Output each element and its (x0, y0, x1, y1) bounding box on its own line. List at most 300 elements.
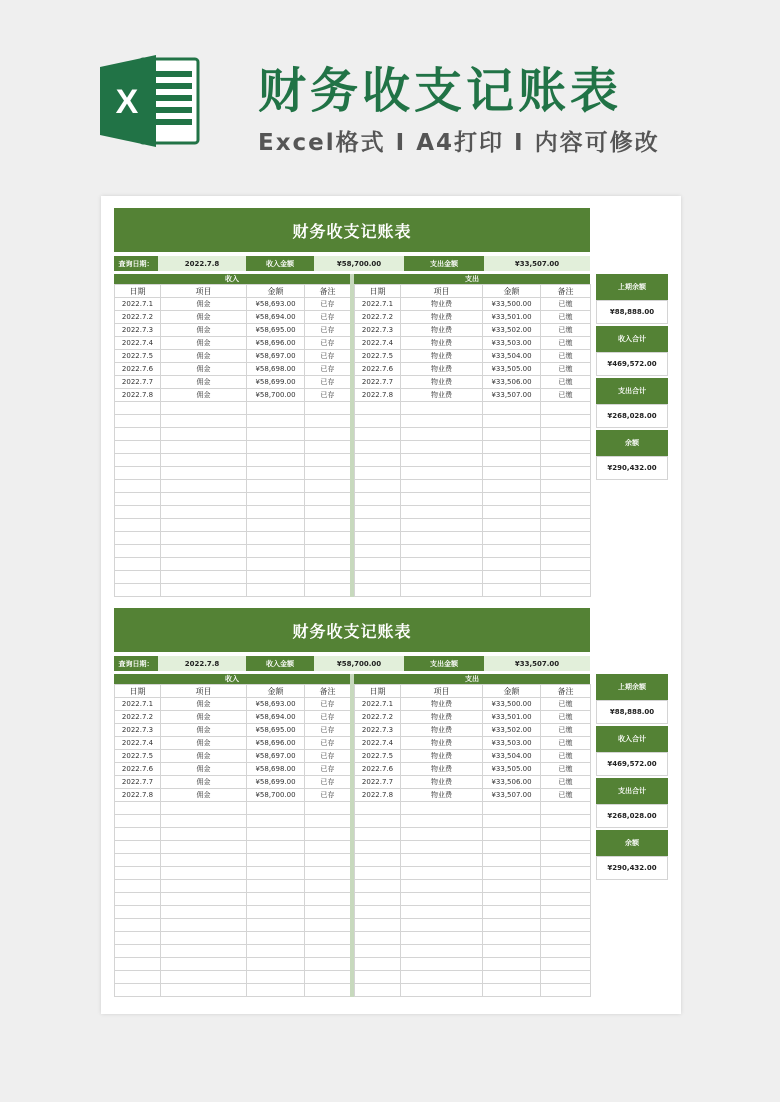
table-cell[interactable]: 2022.7.2 (355, 311, 401, 324)
table-cell[interactable] (541, 828, 591, 841)
table-cell[interactable] (247, 945, 305, 958)
table-cell[interactable] (247, 854, 305, 867)
table-cell[interactable] (401, 428, 483, 441)
table-cell[interactable] (355, 802, 401, 815)
table-cell[interactable] (247, 802, 305, 815)
table-cell[interactable]: ¥58,697.00 (247, 350, 305, 363)
summary-value[interactable]: ¥88,888.00 (596, 300, 668, 324)
table-cell[interactable] (115, 984, 161, 997)
table-cell[interactable]: 佣金 (161, 350, 247, 363)
table-cell[interactable]: ¥58,697.00 (247, 750, 305, 763)
table-cell[interactable] (115, 802, 161, 815)
table-cell[interactable] (247, 958, 305, 971)
table-cell[interactable]: 已存 (305, 698, 351, 711)
table-cell[interactable] (355, 932, 401, 945)
table-cell[interactable] (305, 867, 351, 880)
table-cell[interactable]: ¥33,507.00 (483, 789, 541, 802)
table-cell[interactable] (483, 415, 541, 428)
table-cell[interactable]: 2022.7.6 (355, 363, 401, 376)
table-cell[interactable] (247, 984, 305, 997)
table-cell[interactable] (115, 519, 161, 532)
table-cell[interactable] (115, 815, 161, 828)
table-cell[interactable] (247, 919, 305, 932)
table-cell[interactable] (161, 402, 247, 415)
table-cell[interactable]: 2022.7.1 (355, 698, 401, 711)
table-cell[interactable] (115, 893, 161, 906)
table-cell[interactable] (305, 880, 351, 893)
table-cell[interactable] (161, 558, 247, 571)
table-cell[interactable] (247, 841, 305, 854)
table-cell[interactable] (115, 415, 161, 428)
table-cell[interactable]: 2022.7.8 (115, 789, 161, 802)
table-cell[interactable]: ¥33,503.00 (483, 737, 541, 750)
table-cell[interactable] (401, 867, 483, 880)
table-cell[interactable]: 物业费 (401, 337, 483, 350)
table-cell[interactable] (401, 441, 483, 454)
table-cell[interactable]: ¥33,500.00 (483, 298, 541, 311)
table-cell[interactable] (401, 415, 483, 428)
table-cell[interactable] (161, 532, 247, 545)
table-cell[interactable]: 已存 (305, 750, 351, 763)
table-cell[interactable] (355, 854, 401, 867)
table-cell[interactable]: 佣金 (161, 324, 247, 337)
table-cell[interactable]: 已存 (305, 763, 351, 776)
table-cell[interactable] (483, 402, 541, 415)
table-cell[interactable] (247, 402, 305, 415)
table-cell[interactable] (305, 493, 351, 506)
table-cell[interactable]: ¥33,505.00 (483, 763, 541, 776)
table-cell[interactable]: 已缴 (541, 750, 591, 763)
table-cell[interactable] (115, 932, 161, 945)
table-cell[interactable] (247, 584, 305, 597)
table-cell[interactable]: 佣金 (161, 337, 247, 350)
table-cell[interactable] (541, 467, 591, 480)
table-cell[interactable]: ¥33,500.00 (483, 698, 541, 711)
table-cell[interactable] (355, 828, 401, 841)
table-cell[interactable]: 物业费 (401, 711, 483, 724)
table-cell[interactable]: ¥58,696.00 (247, 337, 305, 350)
table-cell[interactable]: 2022.7.7 (355, 376, 401, 389)
table-cell[interactable]: 已存 (305, 337, 351, 350)
table-cell[interactable] (247, 415, 305, 428)
table-cell[interactable] (305, 415, 351, 428)
table-cell[interactable]: 已缴 (541, 363, 591, 376)
table-cell[interactable]: ¥33,504.00 (483, 750, 541, 763)
table-cell[interactable] (161, 880, 247, 893)
table-cell[interactable] (305, 893, 351, 906)
query-date-value[interactable]: 2022.7.8 (184, 259, 220, 268)
table-cell[interactable] (483, 454, 541, 467)
table-cell[interactable] (247, 467, 305, 480)
table-cell[interactable] (483, 584, 541, 597)
table-cell[interactable] (483, 480, 541, 493)
table-cell[interactable] (161, 841, 247, 854)
table-cell[interactable] (401, 532, 483, 545)
table-cell[interactable]: 已缴 (541, 389, 591, 402)
table-cell[interactable]: ¥58,699.00 (247, 776, 305, 789)
table-cell[interactable]: 已缴 (541, 789, 591, 802)
table-cell[interactable]: ¥33,504.00 (483, 350, 541, 363)
table-cell[interactable]: ¥33,506.00 (483, 776, 541, 789)
table-cell[interactable]: ¥58,694.00 (247, 311, 305, 324)
table-cell[interactable] (483, 867, 541, 880)
table-cell[interactable]: 2022.7.7 (355, 776, 401, 789)
table-cell[interactable] (247, 519, 305, 532)
table-cell[interactable] (483, 971, 541, 984)
table-cell[interactable]: 2022.7.6 (355, 763, 401, 776)
table-cell[interactable] (483, 802, 541, 815)
table-cell[interactable]: 已缴 (541, 350, 591, 363)
table-cell[interactable] (483, 984, 541, 997)
table-cell[interactable] (355, 984, 401, 997)
table-cell[interactable] (305, 558, 351, 571)
table-cell[interactable]: 已存 (305, 298, 351, 311)
table-cell[interactable] (401, 841, 483, 854)
table-cell[interactable] (161, 984, 247, 997)
table-cell[interactable] (541, 958, 591, 971)
table-cell[interactable] (401, 945, 483, 958)
table-cell[interactable] (115, 584, 161, 597)
table-cell[interactable]: 2022.7.2 (115, 711, 161, 724)
table-cell[interactable] (247, 480, 305, 493)
table-cell[interactable]: 2022.7.8 (115, 389, 161, 402)
table-cell[interactable] (115, 841, 161, 854)
table-cell[interactable]: 2022.7.3 (115, 724, 161, 737)
table-cell[interactable] (161, 802, 247, 815)
table-cell[interactable] (161, 971, 247, 984)
table-cell[interactable]: 佣金 (161, 763, 247, 776)
table-cell[interactable]: 物业费 (401, 698, 483, 711)
table-cell[interactable] (247, 906, 305, 919)
table-cell[interactable] (247, 558, 305, 571)
table-cell[interactable] (483, 958, 541, 971)
table-cell[interactable]: 已存 (305, 389, 351, 402)
table-cell[interactable]: 物业费 (401, 750, 483, 763)
table-cell[interactable] (355, 454, 401, 467)
table-cell[interactable]: 已缴 (541, 763, 591, 776)
table-cell[interactable] (541, 919, 591, 932)
table-cell[interactable] (401, 815, 483, 828)
table-cell[interactable]: 2022.7.8 (355, 389, 401, 402)
table-cell[interactable] (161, 854, 247, 867)
table-cell[interactable] (483, 428, 541, 441)
table-cell[interactable] (247, 532, 305, 545)
table-cell[interactable] (401, 571, 483, 584)
table-cell[interactable] (541, 402, 591, 415)
table-cell[interactable]: 已存 (305, 324, 351, 337)
table-cell[interactable] (355, 428, 401, 441)
table-cell[interactable] (115, 467, 161, 480)
table-cell[interactable] (541, 815, 591, 828)
table-cell[interactable] (541, 584, 591, 597)
table-cell[interactable] (161, 932, 247, 945)
table-cell[interactable]: ¥33,501.00 (483, 311, 541, 324)
table-cell[interactable]: 2022.7.1 (115, 298, 161, 311)
table-cell[interactable] (161, 893, 247, 906)
table-cell[interactable] (541, 506, 591, 519)
table-cell[interactable] (115, 945, 161, 958)
table-cell[interactable]: 物业费 (401, 311, 483, 324)
table-cell[interactable] (401, 958, 483, 971)
table-cell[interactable]: 物业费 (401, 789, 483, 802)
table-cell[interactable]: 佣金 (161, 776, 247, 789)
table-cell[interactable] (401, 893, 483, 906)
table-cell[interactable] (305, 815, 351, 828)
table-cell[interactable] (355, 906, 401, 919)
table-cell[interactable] (161, 867, 247, 880)
table-cell[interactable] (161, 441, 247, 454)
table-cell[interactable] (115, 493, 161, 506)
table-cell[interactable] (355, 571, 401, 584)
table-cell[interactable] (247, 441, 305, 454)
table-cell[interactable] (161, 815, 247, 828)
table-cell[interactable]: 2022.7.2 (115, 311, 161, 324)
table-cell[interactable]: 佣金 (161, 737, 247, 750)
table-cell[interactable] (541, 867, 591, 880)
table-cell[interactable] (115, 854, 161, 867)
table-cell[interactable] (355, 532, 401, 545)
table-cell[interactable]: 2022.7.5 (115, 350, 161, 363)
table-cell[interactable] (401, 971, 483, 984)
table-cell[interactable] (161, 545, 247, 558)
table-cell[interactable] (541, 571, 591, 584)
table-cell[interactable] (401, 558, 483, 571)
table-cell[interactable] (355, 919, 401, 932)
table-cell[interactable] (541, 428, 591, 441)
table-cell[interactable] (247, 493, 305, 506)
table-cell[interactable] (161, 506, 247, 519)
table-cell[interactable] (247, 867, 305, 880)
table-cell[interactable] (483, 493, 541, 506)
table-cell[interactable] (115, 480, 161, 493)
table-cell[interactable]: 物业费 (401, 776, 483, 789)
table-cell[interactable]: ¥58,693.00 (247, 698, 305, 711)
table-cell[interactable]: ¥58,699.00 (247, 376, 305, 389)
table-cell[interactable]: 物业费 (401, 389, 483, 402)
table-cell[interactable]: 物业费 (401, 737, 483, 750)
table-cell[interactable] (115, 919, 161, 932)
table-cell[interactable] (305, 971, 351, 984)
table-cell[interactable]: 2022.7.4 (355, 737, 401, 750)
table-cell[interactable]: ¥33,507.00 (483, 389, 541, 402)
table-cell[interactable] (355, 945, 401, 958)
table-cell[interactable] (401, 906, 483, 919)
table-cell[interactable] (541, 493, 591, 506)
table-cell[interactable] (355, 558, 401, 571)
table-cell[interactable] (115, 571, 161, 584)
table-cell[interactable] (247, 545, 305, 558)
table-cell[interactable] (355, 893, 401, 906)
table-cell[interactable] (115, 867, 161, 880)
table-cell[interactable]: ¥58,700.00 (247, 389, 305, 402)
table-cell[interactable] (401, 493, 483, 506)
table-cell[interactable] (305, 984, 351, 997)
table-cell[interactable]: 2022.7.1 (355, 298, 401, 311)
table-cell[interactable]: 2022.7.7 (115, 776, 161, 789)
table-cell[interactable]: 2022.7.1 (115, 698, 161, 711)
table-cell[interactable]: 2022.7.4 (115, 337, 161, 350)
table-cell[interactable] (355, 880, 401, 893)
table-cell[interactable] (161, 958, 247, 971)
table-cell[interactable] (401, 402, 483, 415)
table-cell[interactable] (483, 945, 541, 958)
table-cell[interactable] (541, 971, 591, 984)
table-cell[interactable] (401, 584, 483, 597)
table-cell[interactable]: 2022.7.2 (355, 711, 401, 724)
table-cell[interactable] (115, 880, 161, 893)
table-cell[interactable]: 佣金 (161, 376, 247, 389)
table-cell[interactable]: ¥58,693.00 (247, 298, 305, 311)
table-cell[interactable] (541, 906, 591, 919)
table-cell[interactable] (115, 828, 161, 841)
table-cell[interactable] (483, 828, 541, 841)
table-cell[interactable] (115, 506, 161, 519)
table-cell[interactable] (541, 802, 591, 815)
table-cell[interactable]: 物业费 (401, 763, 483, 776)
table-cell[interactable]: ¥33,502.00 (483, 324, 541, 337)
table-cell[interactable] (483, 467, 541, 480)
table-cell[interactable]: 已存 (305, 311, 351, 324)
table-cell[interactable] (541, 880, 591, 893)
table-cell[interactable] (541, 893, 591, 906)
table-cell[interactable] (115, 402, 161, 415)
table-cell[interactable] (401, 802, 483, 815)
table-cell[interactable] (541, 945, 591, 958)
table-cell[interactable]: 已存 (305, 350, 351, 363)
table-cell[interactable]: 物业费 (401, 350, 483, 363)
table-cell[interactable]: 2022.7.6 (115, 363, 161, 376)
table-cell[interactable]: 已存 (305, 363, 351, 376)
table-cell[interactable] (355, 506, 401, 519)
table-cell[interactable] (355, 441, 401, 454)
table-cell[interactable] (541, 545, 591, 558)
table-cell[interactable]: 已存 (305, 376, 351, 389)
table-cell[interactable] (161, 519, 247, 532)
table-cell[interactable]: ¥33,501.00 (483, 711, 541, 724)
table-cell[interactable] (483, 906, 541, 919)
table-cell[interactable]: 2022.7.4 (115, 737, 161, 750)
table-cell[interactable]: 2022.7.7 (115, 376, 161, 389)
table-cell[interactable] (161, 906, 247, 919)
table-cell[interactable] (115, 906, 161, 919)
table-cell[interactable] (355, 841, 401, 854)
table-cell[interactable] (541, 532, 591, 545)
table-cell[interactable]: 已缴 (541, 298, 591, 311)
table-cell[interactable] (247, 932, 305, 945)
table-cell[interactable]: 物业费 (401, 324, 483, 337)
table-cell[interactable]: 2022.7.3 (355, 324, 401, 337)
table-cell[interactable]: 佣金 (161, 698, 247, 711)
table-cell[interactable]: 已缴 (541, 724, 591, 737)
table-cell[interactable]: ¥58,698.00 (247, 363, 305, 376)
table-cell[interactable] (247, 880, 305, 893)
table-cell[interactable] (305, 802, 351, 815)
table-cell[interactable] (161, 584, 247, 597)
table-cell[interactable]: 2022.7.4 (355, 337, 401, 350)
table-cell[interactable] (355, 467, 401, 480)
table-cell[interactable] (115, 441, 161, 454)
table-cell[interactable] (247, 428, 305, 441)
table-cell[interactable] (115, 545, 161, 558)
table-cell[interactable]: 物业费 (401, 298, 483, 311)
table-cell[interactable]: 佣金 (161, 711, 247, 724)
table-cell[interactable] (115, 958, 161, 971)
table-cell[interactable] (115, 428, 161, 441)
table-cell[interactable] (401, 919, 483, 932)
table-cell[interactable]: 2022.7.3 (355, 724, 401, 737)
table-cell[interactable] (115, 532, 161, 545)
table-cell[interactable] (247, 571, 305, 584)
table-cell[interactable]: 佣金 (161, 750, 247, 763)
table-cell[interactable] (305, 532, 351, 545)
table-cell[interactable] (483, 571, 541, 584)
table-cell[interactable] (355, 493, 401, 506)
table-cell[interactable] (483, 519, 541, 532)
table-cell[interactable] (161, 919, 247, 932)
table-cell[interactable] (161, 493, 247, 506)
table-cell[interactable]: 2022.7.3 (115, 324, 161, 337)
table-cell[interactable] (401, 467, 483, 480)
table-cell[interactable] (161, 415, 247, 428)
table-cell[interactable] (401, 506, 483, 519)
table-cell[interactable] (541, 984, 591, 997)
table-cell[interactable] (305, 854, 351, 867)
table-cell[interactable]: 已缴 (541, 776, 591, 789)
table-cell[interactable] (401, 984, 483, 997)
table-cell[interactable] (401, 480, 483, 493)
table-cell[interactable] (305, 467, 351, 480)
table-cell[interactable]: 2022.7.5 (115, 750, 161, 763)
table-cell[interactable] (355, 584, 401, 597)
table-cell[interactable] (161, 571, 247, 584)
table-cell[interactable] (305, 932, 351, 945)
table-cell[interactable] (247, 506, 305, 519)
table-cell[interactable] (355, 971, 401, 984)
table-cell[interactable] (161, 828, 247, 841)
table-cell[interactable] (161, 467, 247, 480)
table-cell[interactable]: ¥33,503.00 (483, 337, 541, 350)
table-cell[interactable] (305, 571, 351, 584)
table-cell[interactable]: ¥33,502.00 (483, 724, 541, 737)
table-cell[interactable]: 佣金 (161, 363, 247, 376)
table-cell[interactable] (305, 506, 351, 519)
table-cell[interactable] (401, 932, 483, 945)
table-cell[interactable]: 物业费 (401, 363, 483, 376)
table-cell[interactable]: 2022.7.5 (355, 750, 401, 763)
table-cell[interactable] (305, 945, 351, 958)
table-cell[interactable]: 已存 (305, 776, 351, 789)
table-cell[interactable] (161, 945, 247, 958)
table-cell[interactable] (483, 558, 541, 571)
table-cell[interactable]: 已缴 (541, 311, 591, 324)
table-cell[interactable]: ¥33,506.00 (483, 376, 541, 389)
table-cell[interactable] (305, 545, 351, 558)
table-cell[interactable] (305, 402, 351, 415)
table-cell[interactable] (483, 441, 541, 454)
table-cell[interactable]: 佣金 (161, 724, 247, 737)
table-cell[interactable] (305, 428, 351, 441)
table-cell[interactable]: 已存 (305, 789, 351, 802)
table-cell[interactable]: 已存 (305, 724, 351, 737)
table-cell[interactable] (401, 519, 483, 532)
table-cell[interactable]: 已缴 (541, 737, 591, 750)
table-cell[interactable] (305, 828, 351, 841)
table-cell[interactable] (305, 841, 351, 854)
table-cell[interactable]: 已缴 (541, 324, 591, 337)
table-cell[interactable] (483, 919, 541, 932)
table-cell[interactable] (541, 558, 591, 571)
table-cell[interactable] (115, 558, 161, 571)
